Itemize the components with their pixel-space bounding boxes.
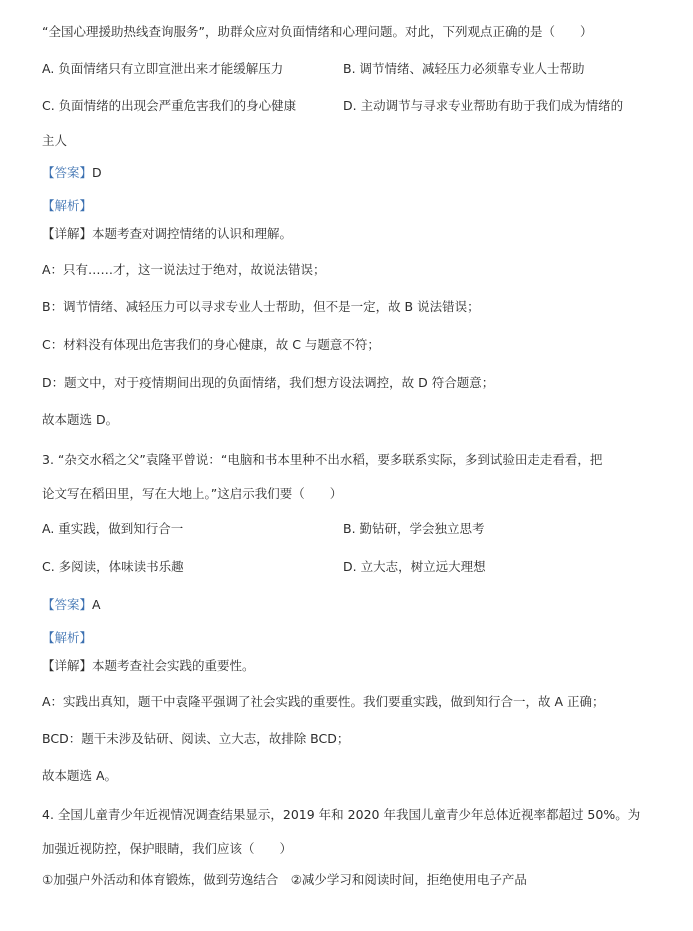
q3-conclusion: 故本题选 A。: [42, 768, 118, 783]
answer-value: A: [92, 597, 101, 612]
q3-stem-line1: 3. “杂交水稻之父”袁隆平曾说：“电脑和书本里种不出水稻，要多联系实际，多到试验田走走看看，把: [42, 452, 603, 467]
q2-detail: 【详解】本题考查对调控情绪的认识和理解。: [42, 226, 293, 241]
q2-analysis-a: A：只有……才，这一说法过于绝对，故说法错误；: [42, 262, 326, 277]
q2-conclusion: 故本题选 D。: [42, 412, 119, 427]
q2-analysis-tag: 【解析】: [42, 198, 93, 213]
q3-stem-line2: 论文写在稻田里，写在大地上。”这启示我们要（ ）: [42, 486, 343, 501]
q2-analysis-b: B：调节情绪、减轻压力可以寻求专业人士帮助，但不是一定，故 B 说法错误；: [42, 299, 480, 314]
q4-stem-line1: 4. 全国儿童青少年近视情况调查结果显示，2019 年和 2020 年我国儿童青少年总体近视率都超过 50%。为: [42, 807, 641, 822]
q3-analysis-a: A：实践出真知，题干中袁隆平强调了社会实践的重要性。我们要重实践，做到知行合一，故 A 正确；: [42, 694, 605, 709]
q3-answer: [42, 597, 101, 613]
q2-stem: “全国心理援助热线查询服务”，助群众应对负面情绪和心理问题。对此，下列观点正确的是（ ）: [42, 24, 593, 39]
q3-option-a: A. 重实践，做到知行合一: [42, 521, 184, 536]
q3-detail: 【详解】本题考查社会实践的重要性。: [42, 658, 255, 673]
q3-option-b: B. 勤钻研，学会独立思考: [343, 521, 485, 536]
q3-option-d: D. 立大志，树立远大理想: [343, 559, 486, 574]
q3-option-c: C. 多阅读，体味读书乐趣: [42, 559, 184, 574]
q2-option-c: C. 负面情绪的出现会严重危害我们的身心健康: [42, 98, 297, 113]
q2-analysis-d: D：题文中，对于疫情期间出现的负面情绪，我们想方设法调控，故 D 符合题意；: [42, 375, 495, 390]
q4-stem-line2: 加强近视防控，保护眼睛，我们应该（ ）: [42, 841, 293, 856]
q2-option-a: A. 负面情绪只有立即宣泄出来才能缓解压力: [42, 61, 284, 76]
q2-answer: [42, 165, 102, 181]
q2-option-d-cont: 主人: [42, 133, 68, 148]
q2-option-b: B. 调节情绪、减轻压力必须靠专业人士帮助: [343, 61, 585, 76]
q4-items: ①加强户外活动和体育锻炼，做到劳逸结合 ②减少学习和阅读时间，拒绝使用电子产品: [42, 872, 527, 887]
answer-value: D: [92, 165, 102, 180]
answer-tag: 【答案】: [42, 165, 93, 180]
answer-tag: 【答案】: [42, 597, 93, 612]
q2-analysis-c: C：材料没有体现出危害我们的身心健康，故 C 与题意不符；: [42, 337, 380, 352]
q2-option-d: D. 主动调节与寻求专业帮助有助于我们成为情绪的: [343, 98, 624, 113]
q3-analysis-tag: 【解析】: [42, 630, 93, 645]
q3-analysis-bcd: BCD：题干未涉及钻研、阅读、立大志，故排除 BCD；: [42, 731, 350, 746]
